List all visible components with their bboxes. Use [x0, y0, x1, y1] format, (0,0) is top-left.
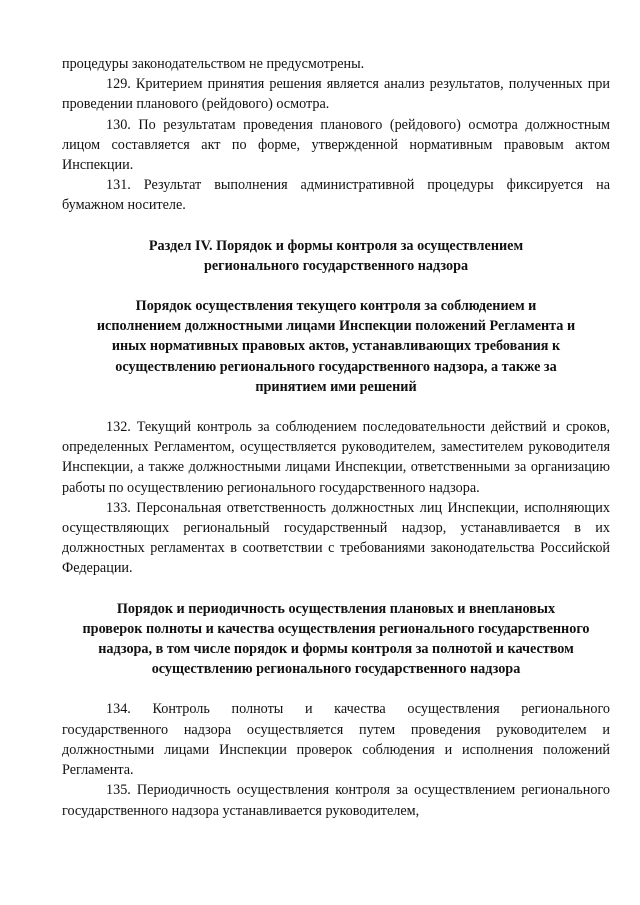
spacer — [62, 216, 610, 236]
subsection-title-line: исполнением должностными лицами Инспекции положений Регламента и — [96, 318, 576, 335]
paragraph-continuation: процедуры законодательством не предусмотрены. — [62, 56, 365, 72]
subsection-title-line: проверок полноты и качества осуществления регионального государственного — [82, 620, 590, 637]
paragraph-133: 133. Персональная ответственность должностных лиц Инспекции, исполняющих осуществляющих региональный государственный надзор, устанавливается в их должностных регламентах в соответствии с требованиями законодательства Российской Федерации. — [62, 499, 610, 577]
section-title — [62, 236, 610, 276]
spacer — [62, 276, 610, 296]
paragraph-134: 134. Контроль полноты и качества осуществления регионального государственного надзора осуществляется путем проведения руководителем и должностными лицами Инспекции проверок соблюдения и исполнения положений Регламента. — [62, 701, 610, 779]
paragraph-132: 132. Текущий контроль за соблюдением последовательности действий и сроков, определенных Регламентом, осуществляется руководителем, заместителем руководителя Инспекции, а также должностными лицами Инспекции, ответственными за организацию работы по осуществлению регионального государственного надзора. — [62, 419, 610, 496]
spacer — [62, 679, 610, 699]
spacer — [62, 579, 610, 599]
section-title-line: Раздел IV. Порядок и формы контроля за осуществлением — [148, 237, 524, 254]
section-title-line: регионального государственного надзора — [203, 257, 469, 274]
paragraph-129: 129. Критерием принятия решения является анализ результатов, полученных при проведении планового (рейдового) осмотра. — [62, 76, 610, 113]
subsection-title-line: Порядок осуществления текущего контроля за соблюдением и — [135, 298, 537, 315]
subsection-title-line: надзора, в том числе порядок и формы контроля за полнотой и качеством — [98, 641, 574, 658]
subsection-title-line: принятием ими решений — [255, 378, 417, 395]
subsection-title-periodic-checks — [62, 599, 610, 680]
document-page — [62, 54, 610, 821]
paragraph-135: 135. Периодичность осуществления контроля за осуществлением регионального государственного надзора устанавливается руководителем, — [62, 782, 610, 819]
subsection-title-current-control — [62, 296, 610, 397]
subsection-title-line: иных нормативных правовых актов, устанавливающих требования к — [111, 338, 561, 355]
subsection-title-line: осуществлению регионального государственного надзора, а также за — [115, 358, 557, 375]
paragraph-131: 131. Результат выполнения административной процедуры фиксируется на бумажном носителе. — [62, 177, 610, 214]
subsection-title-line: осуществлению регионального государственного надзора — [151, 661, 521, 678]
subsection-title-line: Порядок и периодичность осуществления плановых и внеплановых — [116, 600, 556, 617]
paragraph-130: 130. По результатам проведения планового (рейдового) осмотра должностным лицом составляется акт по форме, утвержденной нормативным правовым актом Инспекции. — [62, 116, 610, 174]
spacer — [62, 397, 610, 417]
